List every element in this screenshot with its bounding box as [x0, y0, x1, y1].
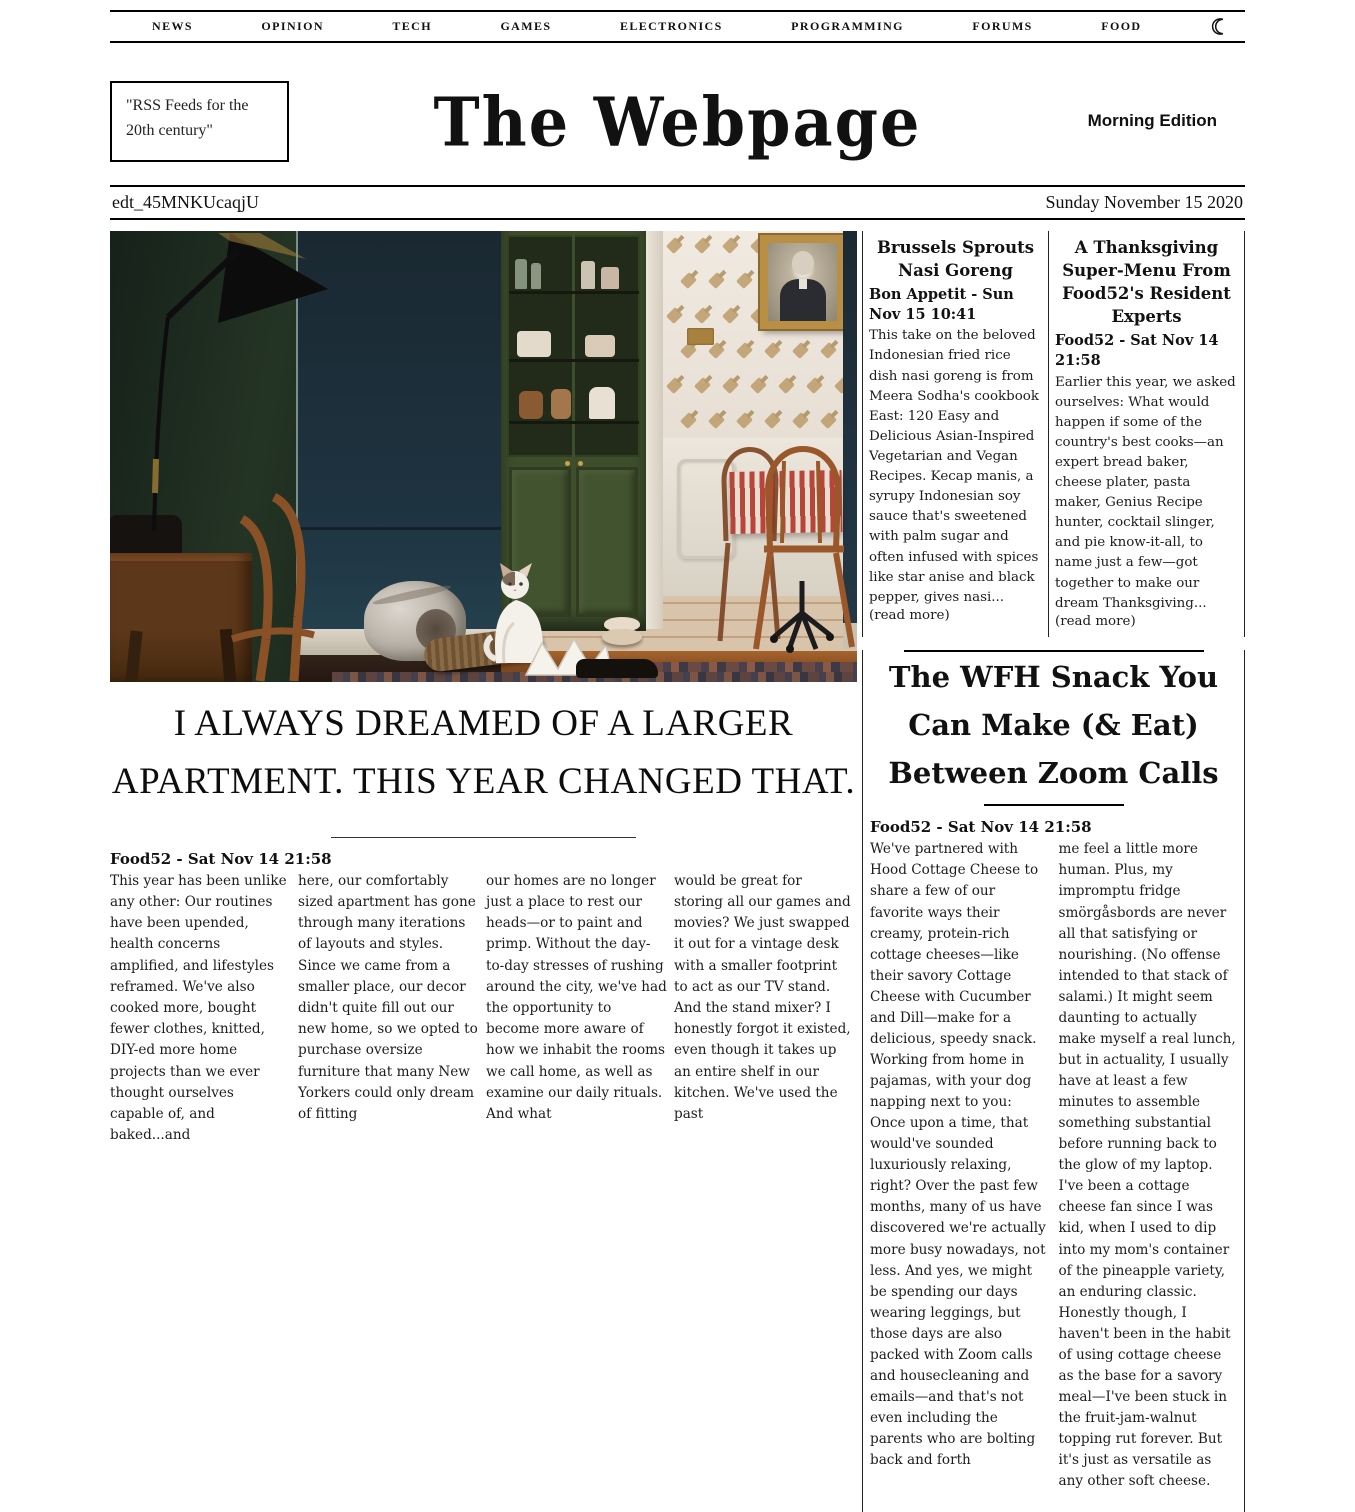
- edition-label: Morning Edition: [1087, 111, 1217, 130]
- nav-item-forums[interactable]: FORUMS: [972, 19, 1033, 33]
- wallpaper-pineapple-motif: [722, 377, 739, 394]
- framed-portrait: [760, 235, 845, 329]
- portrait-head: [792, 251, 814, 275]
- wallpaper-pineapple-motif: [694, 307, 711, 324]
- wallpaper-pineapple-motif: [736, 342, 753, 359]
- page: [0, 10, 1355, 1512]
- feature-byline: Food52 - Sat Nov 14 21:58: [870, 818, 1092, 837]
- main-article-byline: Food52 - Sat Nov 14 21:58: [110, 849, 332, 868]
- nav-item-opinion[interactable]: OPINION: [261, 19, 324, 33]
- article-photo: [110, 231, 857, 682]
- sidebar: [862, 231, 1245, 1512]
- wallpaper-pineapple-motif: [792, 342, 809, 359]
- wallpaper-pineapple-motif: [694, 377, 711, 394]
- nav-item-electronics[interactable]: ELECTRONICS: [619, 19, 723, 33]
- cabinet-dishes: [589, 387, 615, 419]
- cabinet-glassware: [581, 261, 595, 289]
- dateline: [110, 185, 1245, 220]
- wallpaper-pineapple-motif: [750, 377, 767, 394]
- floor-bowl: [602, 629, 642, 645]
- wallpaper-pineapple-motif: [778, 377, 795, 394]
- cabinet-glassware: [515, 259, 527, 289]
- tagline-text: "RSS Feeds for the 20th century": [126, 97, 249, 139]
- headline-rule: [331, 837, 636, 838]
- masthead: [110, 81, 1245, 185]
- moon-icon: [1210, 17, 1229, 36]
- photo-door-casing: [646, 231, 663, 629]
- story-column-1: This year has been unlike any other: Our routines have been upended, health concerns amplified, and lifestyles reframed. We've also cooked more, bought fewer clothes, knitted, DIY-ed more home projects than we ever thought ourselves capable of, and baked...and: [110, 872, 287, 1144]
- story-column-4: would be great for storing all our games and movies? We just swapped it out for a vintage desk with a smaller footprint to act as our TV stand. And the stand mixer? I honestly forgot it existed, even though it takes up an entire shelf in our kitchen. We've used the past: [674, 872, 851, 1122]
- cabinet-dishes: [551, 389, 571, 419]
- sidebar-article-thanksgiving-menu: [1049, 231, 1245, 637]
- feature-rule-bottom: [984, 804, 1124, 806]
- desk-lamp: [110, 231, 340, 551]
- cabinet-knob: [565, 461, 570, 466]
- wallpaper-pineapple-motif: [736, 272, 753, 289]
- feature-rule-top: [904, 650, 1204, 652]
- nav-item-tech[interactable]: TECH: [392, 19, 432, 33]
- dark-object: [576, 659, 658, 678]
- cabinet-dishes: [585, 335, 615, 357]
- date-text: Sunday November 15 2020: [1045, 192, 1243, 212]
- edition-id: edt_45MNKUcaqjU: [112, 192, 259, 212]
- wallpaper-pineapple-motif: [820, 342, 837, 359]
- wallpaper-pineapple-motif: [806, 377, 823, 394]
- sidebar-article-brussels-sprouts: [862, 231, 1049, 637]
- wallpaper-pineapple-motif: [666, 377, 683, 394]
- wallpaper-pineapple-motif: [680, 272, 697, 289]
- nav-item-games[interactable]: GAMES: [500, 19, 552, 33]
- feature-title[interactable]: The WFH Snack You Can Make (& Eat) Between Zoom Calls: [888, 659, 1219, 790]
- story-column-3: our homes are no longer just a place to rest our heads—or to paint and primp. Without the day-to-day stresses of rushing around the city, we've had the opportunity to become more aware of how we inhabit the rooms we call home, as well as examine our daily rituals. And what: [486, 872, 667, 1122]
- article-excerpt: This take on the beloved Indonesian fried rice dish nasi goreng is from Meera Sodha's cookbook East: 120 Easy and Delicious Asian-Inspired Vegetarian and Vegan Recipes. Kecap manis, a syrupy Indonesian soy sauce that's sweetened with palm sugar and often infused with spices like star anise and black pepper, gives nasi...: [869, 328, 1039, 605]
- article-byline: Food52 - Sat Nov 14 21:58: [1055, 332, 1219, 369]
- story-column-2: here, our comfortably sized apartment has gone through many iterations of layouts and styles. Since we came from a smaller place, our decor didn't quite fill out our new home, so we opted to purchase oversize furniture that many New Yorkers could only dream of fitting: [298, 872, 478, 1122]
- main-story: [110, 850, 857, 1147]
- cabinet-glassware: [531, 263, 541, 289]
- wallpaper-pineapple-motif: [666, 307, 683, 324]
- wallpaper-pineapple-motif: [666, 237, 683, 254]
- cabinet-knob: [578, 461, 583, 466]
- feature-column-1: We've partnered with Hood Cottage Cheese to share a few of our favorite ways their creamy, protein-rich cottage cheeses—like their savory Cottage Cheese with Cucumber and Dill—make for a delicious, speedy snack. Working from home in pajamas, with your dog napping next to you: Once upon a time, that would've sounded luxuriously relaxing, right? Over the past few months, many of us have discovered we're actually more busy nowadays, not less. And yes, we might be spending our days wearing leggings, but those days are also packed with Zoom calls and housecleaning and emails—and that's not even including the parents who are bolting back and forth: [870, 841, 1046, 1469]
- main-article: [110, 231, 857, 1146]
- article-title[interactable]: A Thanksgiving Super-Menu From Food52's Resident Experts: [1062, 238, 1231, 327]
- wallpaper-pineapple-motif: [764, 342, 781, 359]
- main-headline[interactable]: I ALWAYS DREAMED OF A LARGER APARTMENT. THIS YEAR CHANGED THAT.: [111, 703, 856, 803]
- wallpaper-pineapple-motif: [722, 307, 739, 324]
- cabinet-dishes: [517, 331, 551, 357]
- article-title[interactable]: Brussels Sprouts Nasi Goreng: [876, 238, 1035, 281]
- sidebar-feature-wfh-snack: [862, 650, 1245, 1512]
- article-byline: Bon Appetit - Sun Nov 15 10:41: [869, 286, 1014, 323]
- top-nav: [110, 10, 1245, 43]
- cabinet-dishes: [519, 391, 543, 419]
- dark-mode-toggle[interactable]: [1210, 17, 1235, 36]
- read-more-link[interactable]: (read more): [869, 607, 950, 623]
- article-excerpt: Earlier this year, we asked ourselves: What would happen if some of the country's best cooks—an expert bread baker, cheese plater, pasta maker, Genius Recipe hunter, cocktail slinger, and pie know-it-all, to name just a few—got together to make our dream Thanksgiving...: [1055, 374, 1236, 611]
- wallpaper-pineapple-motif: [694, 237, 711, 254]
- nav-item-programming[interactable]: PROGRAMMING: [791, 19, 904, 33]
- wallpaper-pineapple-motif: [722, 237, 739, 254]
- cabinet-glassware: [601, 267, 619, 289]
- nav-item-news[interactable]: NEWS: [152, 19, 193, 33]
- site-title[interactable]: The Webpage: [433, 83, 922, 162]
- bentwood-chairs: [706, 421, 857, 656]
- read-more-link[interactable]: (read more): [1055, 613, 1136, 629]
- light-switch: [687, 328, 714, 345]
- wallpaper-pineapple-motif: [680, 412, 697, 429]
- nav-item-food[interactable]: FOOD: [1101, 19, 1142, 33]
- feature-column-2: me feel a little more human. Plus, my impromptu fridge smörgåsbords are never all that satisfying or nourishing. (No offense intended to that stack of salami.) It might seem daunting to actually make myself a real lunch, but in actuality, I usually have at least a few minutes to assemble something substantial before running back to the glow of my laptop. I've been a cottage cheese fan since I was kid, when I used to dip into my mom's container of the pineapple variety, an enduring classic. Honestly though, I haven't been in the habit of using cottage cheese as the base for a savory meal—I've been stuck in the fruit-jam-walnut topping rut forever. But it's just as versatile as any other soft cheese.: [1058, 841, 1236, 1490]
- wallpaper-pineapple-motif: [708, 272, 725, 289]
